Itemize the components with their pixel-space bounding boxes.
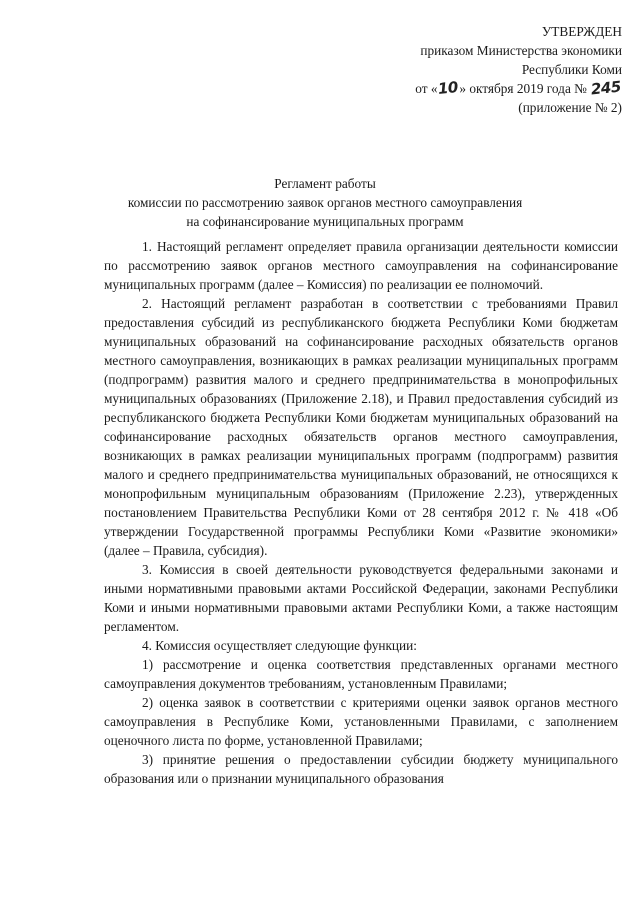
paragraph-4: 4. Комиссия осуществляет следующие функции: [142, 638, 417, 653]
function-item-3: 3) принятие решения о предоставлении субсидии бюджету муниципального образования или о признании муниципального образования [104, 752, 618, 786]
handwritten-order-number: 245 [590, 77, 622, 99]
date-prefix: от « [415, 81, 438, 96]
paragraph-3: 3. Комиссия в своей деятельности руководствуется федеральными законами и иными нормативными правовыми актами Российской Федерации, законами Республики Коми и иными нормативными правовыми актами Республики Коми, а также настоящим регламентом. [104, 562, 618, 634]
approval-republic-line: Республики Коми [521, 62, 622, 77]
function-item-1: 1) рассмотрение и оценка соответствия представленных органами местного самоуправления документов требованиям, установленным Правилами; [104, 657, 618, 691]
title-line-1: Регламент работы [274, 176, 376, 191]
approval-date-line [415, 79, 622, 98]
title-line-2: комиссии по рассмотрению заявок органов местного самоуправления [127, 195, 523, 210]
approval-appendix-line: (приложение № 2) [518, 100, 622, 115]
paragraph-1: 1. Настоящий регламент определяет правила организации деятельности комиссии по рассмотрению заявок органов местного самоуправления на софинансирование муниципальных программ (далее – Комиссия) по реализации ее полномочий. [104, 239, 618, 292]
paragraph-2: 2. Настоящий регламент разработан в соответствии с требованиями Правил предоставления субсидий из республиканского бюджета Республики Коми бюджетам муниципальных образований на софинансирование расходных обязательств органов местного самоуправления, возникающих в рамках реализации муниципальных программ (подпрограмм) развития малого и среднего предпринимательства в монопрофильных муниципальных образованиях (Приложение 2.18), и Правил предоставления субсидий из республиканского бюджета Республики Коми бюджетам муниципальных образований на софинансирование расходных обязательств органов местного самоуправления, возникающих в рамках реализации муниципальных программ (подпрограмм) развития малого и среднего предпринимательства муниципальных образований, не относящихся к монопрофильным муниципальным образованиям (Приложение 2.23), утвержденных постановлением Правительства Республики Коми от 28 сентября 2012 г. № 418 «Об утверждении Государственной программы Республики Коми «Развитие экономики» (далее – Правила, субсидия). [104, 296, 618, 558]
function-item-2: 2) оценка заявок в соответствии с критериями оценки заявок органов местного самоуправления в Республике Коми, установленными Правилами, с заполнением оценочного листа по форме, установленной Правилами; [104, 695, 618, 748]
approval-heading: УТВЕРЖДЕН [541, 24, 622, 39]
date-middle: » октября 2019 года № [459, 81, 587, 96]
approval-block [415, 22, 622, 117]
approval-order-line: приказом Министерства экономики [420, 43, 622, 58]
document-title [90, 174, 560, 231]
document-body [104, 237, 618, 788]
title-line-3: на софинансирование муниципальных программ [186, 214, 464, 229]
handwritten-day: 10 [437, 78, 460, 98]
